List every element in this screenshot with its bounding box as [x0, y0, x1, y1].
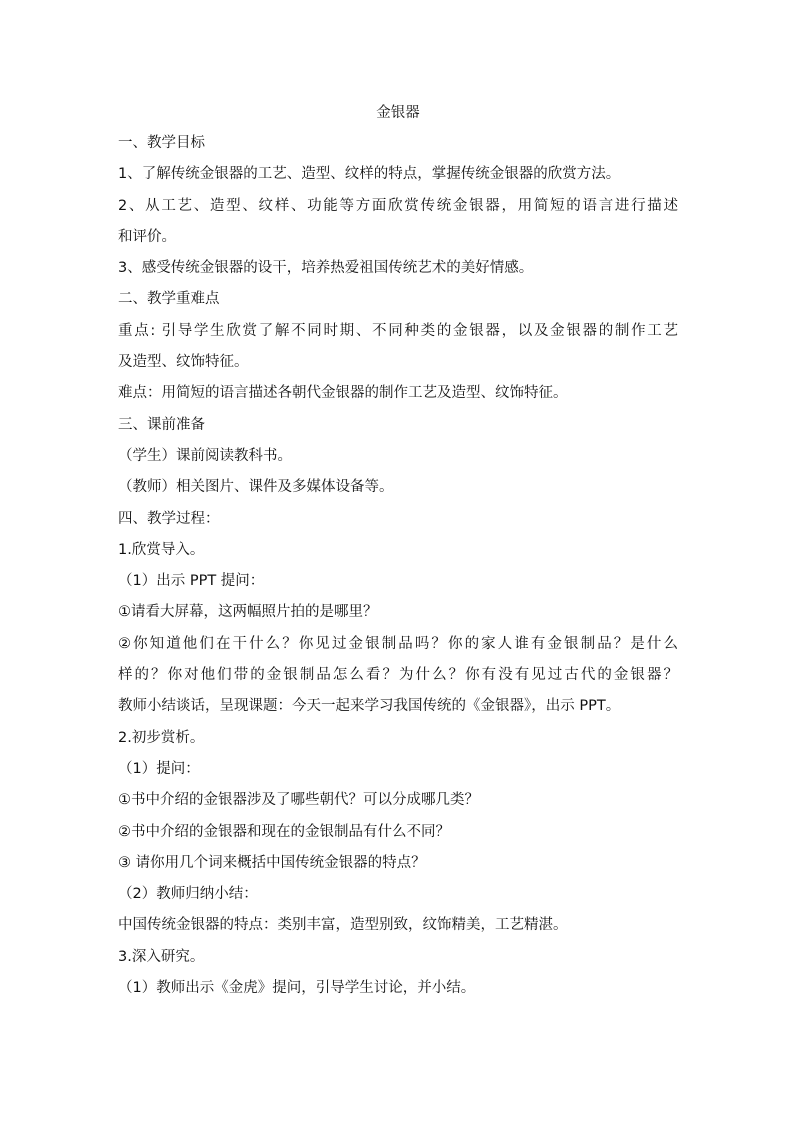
preparation-student: （学生）课前阅读教科书。 [118, 447, 292, 464]
preparation-teacher: （教师）相关图片、课件及多媒体设备等。 [118, 479, 394, 496]
key-point-line-2: 及造型、纹饰特征。 [118, 354, 249, 371]
step-1-question-1: ①请看大屏幕，这两幅照片拍的是哪里？ [118, 604, 378, 621]
step-3-item-1: （1）教师出示《金虎》提问，引导学生讨论，并小结。 [118, 980, 476, 997]
step-2-question-2: ②书中介绍的金银器和现在的金银制品有什么不同？ [118, 823, 450, 840]
section-heading-key-points: 二、教学重难点 [118, 291, 220, 308]
step-2-heading: 2.初步赏析。 [118, 729, 205, 746]
step-2-question-3: ③ 请你用几个词来概括中国传统金银器的特点？ [118, 854, 426, 871]
step-1-heading: 1.欣赏导入。 [118, 541, 205, 558]
section-heading-preparation: 三、课前准备 [118, 416, 205, 433]
step-1-question-2-line-1: ②你知道他们在干什么？你见过金银制品吗？你的家人谁有金银制品？是什么 [118, 635, 678, 652]
step-2-summary: 中国传统金银器的特点：类别丰富，造型别致，纹饰精美，工艺精湛。 [118, 917, 568, 934]
document-title: 金银器 [376, 105, 420, 121]
step-2-item-1: （1）提问： [118, 760, 200, 777]
objective-2-line-2: 和评价。 [118, 228, 176, 245]
step-2-item-2: （2）教师归纳小结： [118, 886, 258, 903]
step-1-item-1: （1）出示 PPT 提问： [118, 573, 265, 590]
key-point-line-1: 重点: 引导学生欣赏了解不同时期、不同种类的金银器，以及金银器的制作工艺 [118, 322, 678, 339]
objective-2-line-1: 2、从工艺、造型、纹样、功能等方面欣赏传统金银器，用简短的语言进行描述 [118, 197, 678, 214]
section-heading-process: 四、教学过程： [118, 510, 220, 527]
objective-1: 1、了解传统金银器的工艺、造型、纹样的特点，掌握传统金银器的欣赏方法。 [118, 166, 621, 183]
document-body [118, 98, 678, 1004]
difficult-point: 难点：用简短的语言描述各朝代金银器的制作工艺及造型、纹饰特征。 [118, 385, 568, 402]
step-2-question-1: ①书中介绍的金银器涉及了哪些朝代？可以分成哪几类？ [118, 792, 479, 809]
step-3-heading: 3.深入研究。 [118, 948, 205, 965]
objective-3: 3、感受传统金银器的设干，培养热爱祖国传统艺术的美好情感。 [118, 260, 534, 277]
step-1-summary: 教师小结谈话，呈现课题：今天一起来学习我国传统的《金银器》，出示 PPT。 [118, 698, 621, 715]
section-heading-objectives: 一、教学目标 [118, 135, 205, 151]
step-1-question-2-line-2: 样的？你对他们带的金银制品怎么看？为什么？你有没有见过古代的金银器？ [118, 667, 678, 684]
